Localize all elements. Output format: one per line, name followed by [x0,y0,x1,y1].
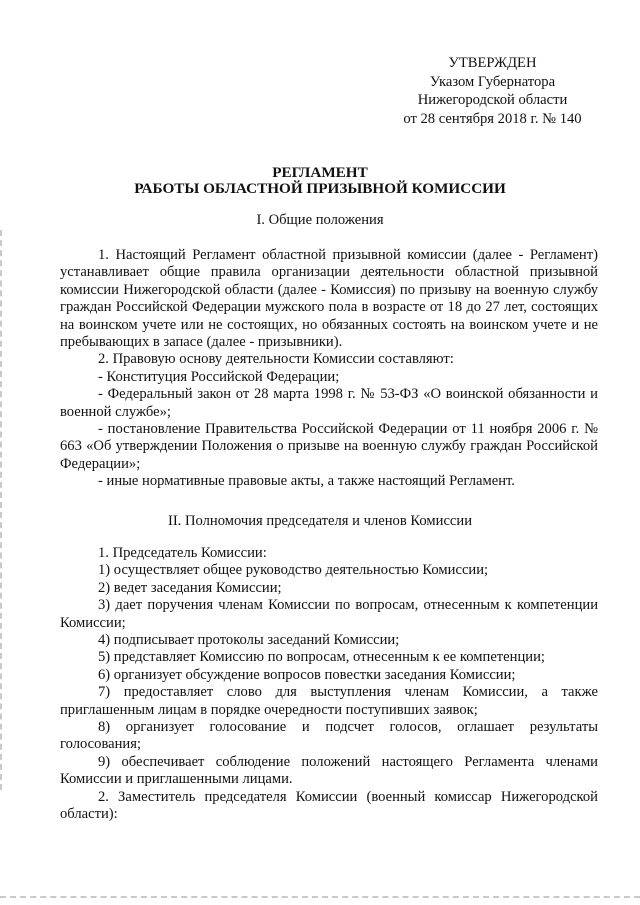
paragraph: 9) обеспечивает соблюдение положений настоящего Регламента членами Комиссии и приглашенными лицами. [60,753,598,788]
scan-edge-marks-bottom [0,896,640,901]
paragraph: 8) организует голосование и подсчет голосов, оглашает результаты голосования; [60,719,598,753]
section-2-body [60,545,598,824]
document-subtitle: РАБОТЫ ОБЛАСТНОЙ ПРИЗЫВНОЙ КОМИССИИ [134,180,506,197]
paragraph: - Конституция Российской Федерации; [98,368,340,385]
approval-stamp [385,54,600,128]
paragraph: 3) дает поручения членам Комиссии по вопросам, отнесенным к компетенции Комиссии; [60,597,598,631]
paragraph: - иные нормативные правовые акты, а также настоящий Регламент. [98,473,515,490]
paragraph: 2. Правовую основу деятельности Комиссии составляют: [98,351,454,368]
scan-edge-marks-left [0,230,5,790]
approval-line-4: от 28 сентября 2018 г. № 140 [403,110,582,127]
section-1-body [60,247,598,491]
paragraph: - Федеральный закон от 28 марта 1998 г. № 53-ФЗ «О воинской обязанности и военной службе»; [60,386,598,420]
paragraph: 1. Настоящий Регламент областной призывной комиссии (далее - Регламент) устанавливает общие правила организации деятельности областной призывной комиссии Нижегородской области (далее - Комиссия) по призыву на военную службу граждан Российской Федерации мужского пола в возрасте от 18 до 27 лет, состоящих на воинском учете или не состоящих, но обязанных состоять на воинском учете и не пребывающих в запасе (далее - призывники). [60,247,598,351]
paragraph: 1. Председатель Комиссии: [98,545,267,561]
paragraph: 5) представляет Комиссию по вопросам, отнесенным к ее компетенции; [98,649,545,666]
paragraph: 4) подписывает протоколы заседаний Комиссии; [98,632,400,649]
section-1-heading: I. Общие положения [256,212,384,228]
paragraph: 1) осуществляет общее руководство деятельностью Комиссии; [98,562,489,579]
approval-line-1: УТВЕРЖДЕН [448,55,537,71]
paragraph: 6) организует обсуждение вопросов повестки заседания Комиссии; [98,666,516,683]
paragraph: 2. Заместитель председателя Комиссии (военный комиссар Нижегородской области): [60,788,598,823]
document-title: РЕГЛАМЕНТ [272,164,368,181]
section-2-heading: II. Полномочия председателя и членов Комиссии [167,513,473,529]
approval-line-3: Нижегородской области [417,92,568,108]
approval-line-2: Указом Губернатора [429,73,556,90]
paragraph: 2) ведет заседания Комиссии; [98,579,282,596]
paragraph: 7) предоставляет слово для выступления членам Комиссии, а также приглашенным лицам в порядке очередности поступивших заявок; [60,684,598,718]
paragraph: - постановление Правительства Российской Федерации от 11 ноября 2006 г. № 663 «Об утверждении Положения о призыве на военную службу граждан Российской Федерации»; [60,421,598,472]
